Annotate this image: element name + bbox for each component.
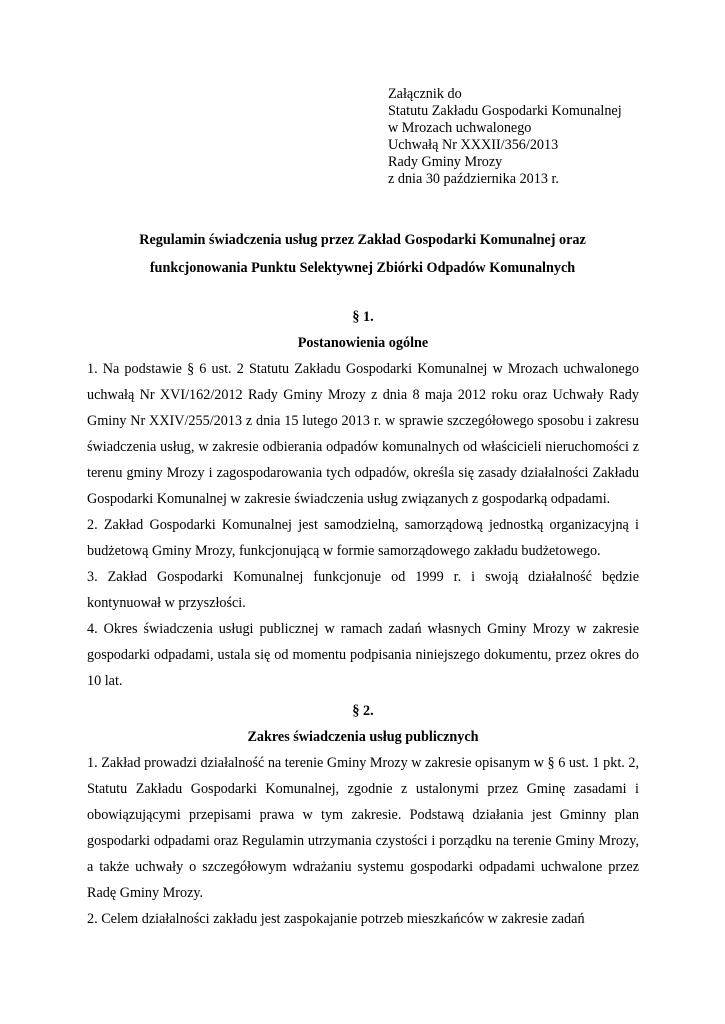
paragraph: 2. Zakład Gospodarki Komunalnej jest samodzielną, samorządową jednostką organizacyjną i budżetową Gminy Mrozy, funkcjonującą w formie samorządowego zakładu budżetowego. bbox=[87, 517, 639, 559]
paragraph: 1. Na podstawie § 6 ust. 2 Statutu Zakładu Gospodarki Komunalnej w Mrozach uchwalonego uchwałą Nr XVI/162/2012 Rady Gminy Mrozy z dnia 8 maja 2012 roku oraz Uchwały Rady Gminy Nr XXIV/255/2013 z dnia 15 lutego 2013 r. w sprawie szczegółowego sposobu i zakresu świadczenia usług, w zakresie odbierania odpadów komunalnych od właścicieli nieruchomości z terenu gminy Mrozy i zagospodarowania tych odpadów, określa się zasady działalności Zakładu Gospodarki Komunalnej w zakresie świadczenia usług związanych z gospodarką odpadami. bbox=[87, 361, 639, 507]
annex-line: Statutu Zakładu Gospodarki Komunalnej bbox=[388, 103, 622, 119]
paragraph: 2. Celem działalności zakładu jest zaspokajanie potrzeb mieszkańców w zakresie zadań bbox=[87, 911, 585, 927]
paragraph: 1. Zakład prowadzi działalność na terenie Gminy Mrozy w zakresie opisanym w § 6 ust. 1 pkt. 2, Statutu Zakładu Gospodarki Komunalnej, zgodnie z ustalonymi przez Gminę zasadami i obowiązującymi przepisami prawa w tym zakresie. Podstawą działania jest Gminny plan gospodarki odpadami oraz Regulamin utrzymania czystości i porządku na terenie Gminy Mrozy, a także uchwały o szczegółowym wdrażaniu systemu gospodarki odpadami uchwalone przez Radę Gminy Mrozy. bbox=[87, 755, 639, 901]
section-2 bbox=[87, 698, 639, 932]
section-title: Postanowienia ogólne bbox=[297, 335, 429, 351]
paragraph: 4. Okres świadczenia usługi publicznej w ramach zadań własnych Gminy Mrozy w zakresie gospodarki odpadami, ustala się od momentu podpisania niniejszego dokumentu, przez okres do 10 lat. bbox=[87, 621, 639, 689]
section-number: § 1. bbox=[352, 309, 374, 325]
section-1 bbox=[87, 304, 639, 694]
annex-note bbox=[388, 86, 622, 188]
paragraph: 3. Zakład Gospodarki Komunalnej funkcjonuje od 1999 r. i swoją działalność będzie kontynuował w przyszłości. bbox=[87, 569, 639, 611]
annex-line: z dnia 30 października 2013 r. bbox=[388, 171, 559, 187]
title-line-2: funkcjonowania Punktu Selektywnej Zbiórki Odpadów Komunalnych bbox=[149, 260, 576, 276]
section-number: § 2. bbox=[352, 703, 374, 719]
annex-line: Uchwałą Nr XXXII/356/2013 bbox=[388, 137, 559, 153]
title-line-1: Regulamin świadczenia usług przez Zakład Gospodarki Komunalnej oraz bbox=[139, 232, 586, 248]
document-title bbox=[80, 226, 645, 282]
annex-line: Rady Gminy Mrozy bbox=[388, 154, 503, 170]
annex-line: w Mrozach uchwalonego bbox=[388, 120, 532, 136]
section-title: Zakres świadczenia usług publicznych bbox=[247, 729, 479, 745]
annex-line: Załącznik do bbox=[388, 86, 462, 102]
document-body bbox=[87, 300, 639, 932]
